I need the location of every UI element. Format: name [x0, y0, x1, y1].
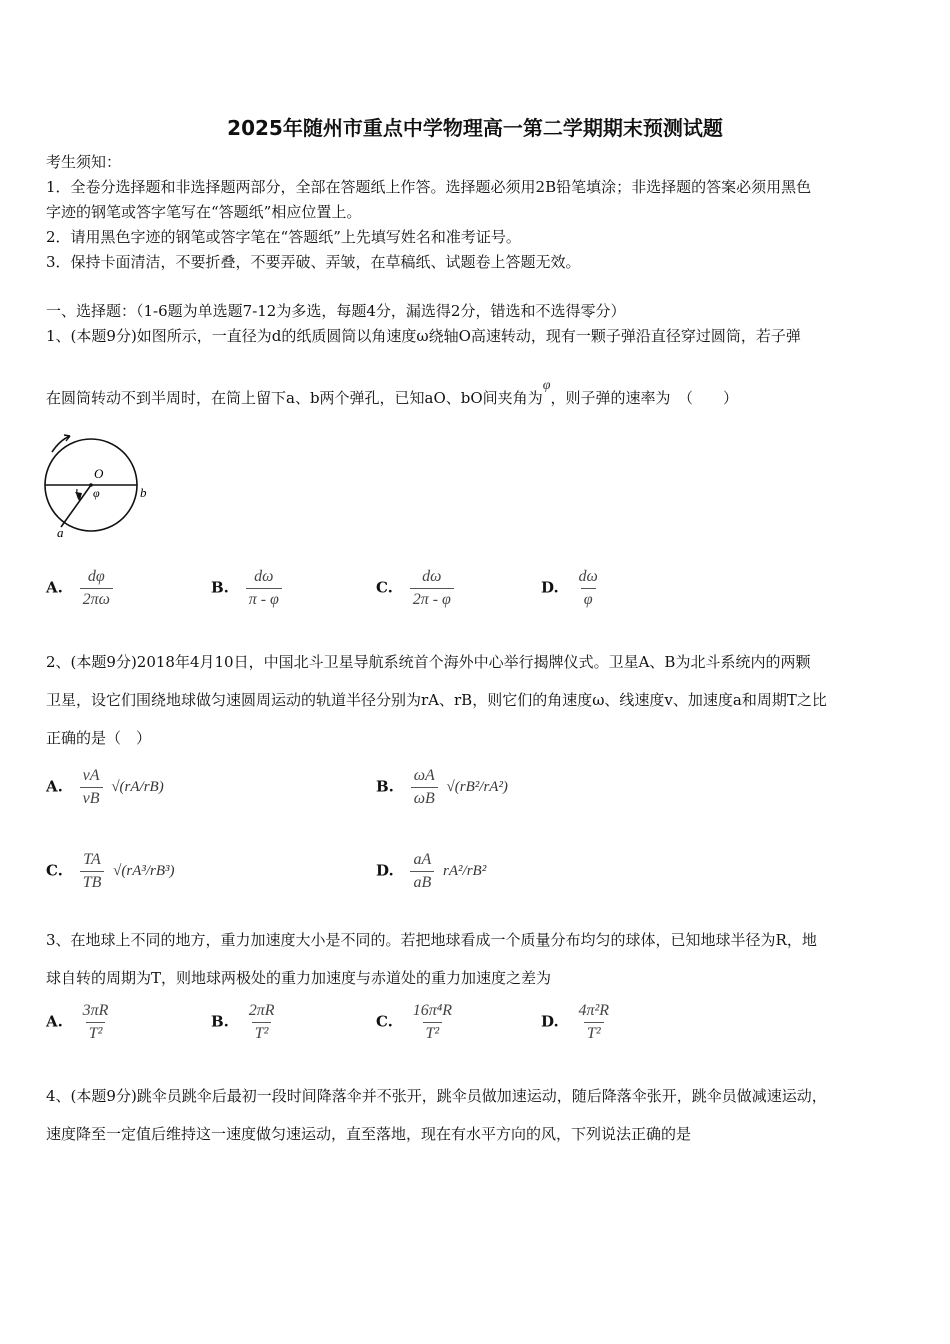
fig-label-a: a: [57, 525, 64, 540]
option-label: B.: [376, 777, 394, 796]
notice-item: 3．保持卡面清洁，不要折叠，不要弄破、弄皱，在草稿纸、试题卷上答题无效。: [46, 253, 581, 271]
notice-item: 2．请用黑色字迹的钢笔或答字笔在“答题纸”上先填写姓名和准考证号。: [46, 228, 521, 246]
frac-num: dω: [422, 568, 442, 585]
option-label: A.: [46, 1012, 63, 1031]
page-title: 2025年随州市重点中学物理高一第二学期期末预测试题: [227, 116, 723, 140]
option-label: A.: [46, 578, 63, 597]
frac-num: 4π²R: [578, 1002, 610, 1019]
q2-option-b[interactable]: [376, 767, 508, 808]
q3-option-b[interactable]: [211, 1002, 277, 1043]
option-label: C.: [376, 1012, 393, 1031]
q2-option-d[interactable]: [376, 851, 486, 892]
frac-num: dω: [254, 568, 274, 585]
frac-den: φ: [581, 588, 596, 609]
frac-den: ωB: [411, 787, 438, 808]
option-label: A.: [46, 777, 63, 796]
q3-stem-line2: 球自转的周期为T，则地球两极处的重力加速度与赤道处的重力加速度之差为: [46, 969, 552, 987]
frac-num: aA: [413, 851, 432, 868]
frac-den: π - φ: [246, 588, 282, 609]
frac-num: dω: [578, 568, 598, 585]
fig-label-b: b: [140, 485, 147, 500]
frac-den: aB: [410, 871, 434, 892]
notice-heading: 考生须知：: [46, 153, 122, 171]
q3-stem-line1: 3、在地球上不同的地方，重力加速度大小是不同的。若把地球看成一个质量分布均匀的球体，已知地球半径为R，地: [46, 931, 817, 949]
frac-num: 16π⁴R: [412, 1002, 453, 1019]
frac-den: T²: [252, 1022, 272, 1043]
q3-option-d[interactable]: [541, 1002, 612, 1043]
frac-den: 2π - φ: [410, 588, 454, 609]
option-label: C.: [376, 578, 393, 597]
fig-label-phi: φ: [93, 486, 100, 500]
frac-num: ωA: [413, 767, 435, 784]
frac-num: 3πR: [82, 1002, 109, 1019]
notice-item: 字迹的钢笔或答字笔写在“答题纸”相应位置上。: [46, 203, 362, 221]
q1-option-d[interactable]: [541, 568, 601, 609]
option-rhs: √(rA/rB): [111, 779, 164, 795]
q2-option-c[interactable]: [46, 851, 175, 892]
frac-num: dφ: [87, 568, 105, 585]
q1-stem-line2: [46, 378, 911, 412]
q3-option-c[interactable]: [376, 1002, 455, 1043]
frac-den: T²: [86, 1022, 106, 1043]
option-label: D.: [541, 1012, 559, 1031]
q1-stem-text-end: ，则子弹的速率为 （ ）: [550, 389, 738, 407]
q1-option-b[interactable]: [211, 568, 282, 609]
frac-num: vA: [82, 767, 100, 784]
fig-label-O: O: [94, 466, 104, 481]
section-heading: 一、选择题：（1-6题为单选题7-12为多选，每题4分，漏选得2分，错选和不选得零分）: [46, 302, 626, 320]
q1-option-c[interactable]: [376, 568, 454, 609]
q3-option-a[interactable]: [46, 1002, 111, 1043]
option-label: C.: [46, 861, 63, 880]
option-rhs: rA²/rB²: [443, 863, 487, 879]
q4-stem-line1: 4、(本题9分)跳伞员跳伞后最初一段时间降落伞并不张开，跳伞员做加速运动，随后降落伞张开，跳伞员做减速运动，: [46, 1087, 827, 1105]
q2-option-a[interactable]: [46, 767, 164, 808]
frac-den: 2πω: [80, 588, 113, 609]
option-label: D.: [541, 578, 559, 597]
q1-stem-text: 在圆筒转动不到半周时，在筒上留下a、b两个弹孔，已知aO、bO间夹角为: [46, 389, 543, 407]
q4-stem-line2: 速度降至一定值后维持这一速度做匀速运动，直至落地，现在有水平方向的风，下列说法正确的是: [46, 1125, 692, 1143]
phi-symbol: φ: [542, 378, 551, 393]
option-label: B.: [211, 578, 229, 597]
frac-den: T²: [584, 1022, 604, 1043]
option-label: B.: [211, 1012, 229, 1031]
frac-den: TB: [80, 871, 105, 892]
q1-option-a[interactable]: [46, 568, 113, 609]
q2-stem-line1: 2、(本题9分)2018年4月10日，中国北斗卫星导航系统首个海外中心举行揭牌仪式。卫星A、B为北斗系统内的两颗: [46, 653, 811, 671]
option-rhs: √(rB²/rA²): [446, 779, 508, 795]
q2-stem-line2: 卫星，设它们围绕地球做匀速圆周运动的轨道半径分别为rA、rB，则它们的角速度ω、线速度v、加速度a和周期T之比: [46, 691, 827, 709]
q1-stem-line1: 1、(本题9分)如图所示，一直径为d的纸质圆筒以角速度ω绕轴O高速转动，现有一颗子弹沿直径穿过圆筒，若子弹: [46, 327, 801, 345]
frac-den: T²: [423, 1022, 443, 1043]
q2-stem-line3: 正确的是（ ）: [46, 729, 152, 747]
frac-den: vB: [80, 787, 103, 808]
notice-item: 1．全卷分选择题和非选择题两部分，全部在答题纸上作答。选择题必须用2B铅笔填涂；非选择题的答案必须用黑色: [46, 178, 812, 196]
option-rhs: √(rA³/rB³): [113, 863, 175, 879]
frac-num: 2πR: [248, 1002, 275, 1019]
q1-cylinder-figure: [38, 430, 168, 542]
option-label: D.: [376, 861, 394, 880]
frac-num: TA: [83, 851, 101, 868]
